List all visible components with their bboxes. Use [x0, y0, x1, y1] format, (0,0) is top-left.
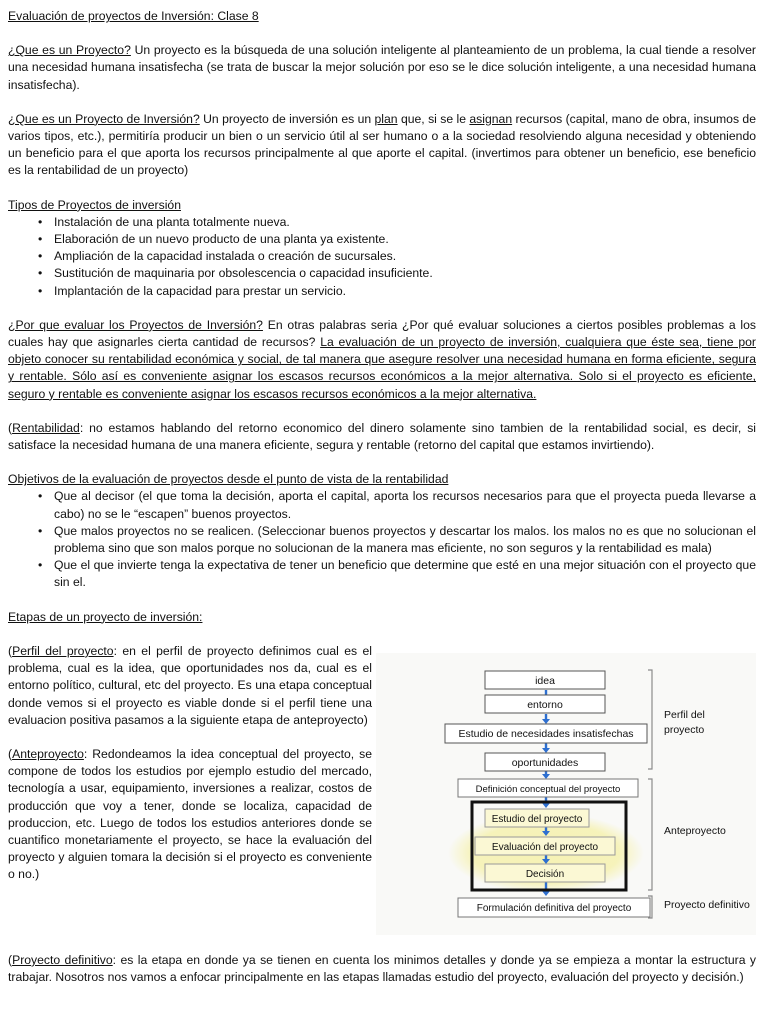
objetivos-list [8, 488, 756, 591]
svg-text:Estudio del proyecto: Estudio del proyecto [491, 813, 583, 825]
svg-text:Estudio de necesidades insatis: Estudio de necesidades insatisfechas [458, 727, 634, 740]
diagram-box-decision [485, 864, 605, 882]
svg-text:entorno: entorno [527, 698, 563, 711]
bracket-anteproyecto [648, 779, 652, 890]
arrow-icon [542, 714, 550, 724]
section-que-es-proyecto: ¿Que es un Proyecto? Un proyecto es la búsqueda de una solución inteligente al planteamiento de un problema, la cual tiende a resolver una necesidad humana insatisfecha (se trata de buscar la mejor solución por eso se le dice solución inteligente, a una necesidad humana insatisfecha). [8, 43, 756, 92]
svg-text:oportunidades: oportunidades [511, 756, 579, 769]
document [8, 8, 756, 986]
svg-text:Decisión: Decisión [525, 868, 565, 880]
perfil-paragraph: (Perfil del proyecto: en el perfil de proyecto definimos cual es el problema, cual es la idea, que oportunidades nos da, cual es el entorno político, cultural, etc del proyecto. Es una etapa conceptual donde vemos si el proyecto es viable donde si el perfil tiene una evaluacion positiva pasamos a la siguiente etapa de anteproyecto) [8, 643, 372, 727]
svg-text:Evaluación del proyecto: Evaluación del proyecto [491, 841, 599, 853]
diagram-box-evaluacion-proyecto [475, 837, 615, 855]
diagram-box-formulacion-definitiva [458, 898, 650, 917]
definitivo-paragraph: (Proyecto definitivo: es la etapa en donde ya se tienen en cuenta los minimos detalles y donde ya se empieza a montar la estructura y trabajar. Nosotros nos vamos a enfocar principalmente en las etapas llamadas estudio del proyecto, evaluación del proyecto y decisión.) [8, 952, 756, 985]
list-item: • Sustitución de maquinaria por obsolescencia o capacidad insuficiente. [38, 265, 756, 282]
section-proyecto-inversion: ¿Que es un Proyecto de Inversión? Un proyecto de inversión es un plan que, si se le asignan recursos (capital, mano de obra, insumos de varios tipos, etc.), permitiría producir un bien o un servicio útil al ser humano o a la sociedad resolviendo alguna necesidad y obteniendo un beneficio para el que aporta los recursos principalmente al que aporte el capital. (invertimos para obtener un beneficio, ese beneficio es la rentabilidad de un proyecto) [8, 111, 756, 178]
diagram-box-entorno [485, 695, 605, 713]
bracket-perfil [648, 670, 652, 769]
section-heading: ¿Por que evaluar los Proyectos de Inversión? [8, 317, 263, 332]
label-perfil: Perfil del [664, 708, 705, 721]
svg-text:Formulación definitiva del pro: Formulación definitiva del proyecto [476, 902, 632, 914]
diagram-box-definicion-conceptual [458, 779, 638, 797]
diagram-box-estudio-necesidades [445, 724, 647, 743]
label-perfil-2: proyecto [664, 723, 705, 736]
list-item: • Que malos proyectos no se realicen. (Seleccionar buenos proyectos y descartar los malos. los malos no es que no solucionan el problema sino que son malos porque no solucionan de la manera mas eficiente, no son seguros y la rentabilidad es mala) [38, 523, 756, 557]
list-item: • Ampliación de la capacidad instalada o creación de sucursales. [38, 248, 756, 265]
diagram-svg [376, 653, 756, 935]
diagram-box-idea [485, 671, 605, 689]
page-title: Evaluación de proyectos de Inversión: Clase 8 [8, 9, 259, 23]
anteproyecto-paragraph: (Anteproyecto: Redondeamos la idea conceptual del proyecto, se compone de todos los estudios por ejemplo estudio del mercado, tecnología a usar, equipamiento, inversiones a realizar, costos de producción que voy a tener, donde se localiza, capacidad de produccion, etc. Luego de todos los estudios anteriores donde se cuantifico monetariamente el proyecto, se hace la evaluación del proyecto y alguien tomara la decisión si el proyecto es conveniente o no.) [8, 746, 372, 882]
section-heading: ¿Que es un Proyecto? [8, 43, 131, 58]
tipos-heading: Tipos de Proyectos de inversión [8, 197, 181, 212]
project-stages-diagram [376, 653, 756, 935]
section-heading: ¿Que es un Proyecto de Inversión? [8, 111, 200, 126]
objetivos-heading: Objetivos de la evaluación de proyectos desde el punto de vista de la rentabilidad [8, 472, 449, 487]
diagram-box-estudio-proyecto [485, 809, 589, 827]
arrow-icon [542, 771, 550, 779]
diagram-box-oportunidades [485, 753, 605, 771]
list-item: • Elaboración de un nuevo producto de una planta ya existente. [38, 231, 756, 248]
list-item: • Que al decisor (el que toma la decisión, aporta el capital, aporta los recursos necesarios para que el proyecta pueda llevarse a cabo) no se le “escapen” buenos proyectos. [38, 488, 756, 522]
list-item: • Instalación de una planta totalmente nueva. [38, 214, 756, 231]
tipos-list [8, 214, 756, 300]
label-anteproyecto: Anteproyecto [664, 824, 726, 837]
label-proyecto-definitivo: Proyecto definitivo [664, 898, 750, 911]
list-item: • Que el que invierte tenga la expectativa de tener un beneficio que determine que esté en una mejor situación con el proyecto que sin el. [38, 557, 756, 591]
svg-text:Definición conceptual del proy: Definición conceptual del proyecto [475, 783, 621, 795]
etapas-section [8, 643, 756, 935]
section-por-que-evaluar: ¿Por que evaluar los Proyectos de Inversión? En otras palabras seria ¿Por qué evaluar soluciones a ciertos posibles problemas a los cuales hay que asignarles cierta cantidad de recursos? La evaluación de un proyecto de inversión, cualquiera que éste sea, tiene por objeto conocer su rentabilidad económica y social, de tal manera que asegure resolver una necesidad humana en forma eficiente, segura y rentable. Sólo así es conveniente asignar los escasos recursos económicos a la mejor alternativa. Solo si el proyecto es eficiente, seguro y rentable es conveniente asignar los escasos recursos económicos a la mejor alternativa. [8, 317, 756, 401]
arrow-icon [542, 743, 550, 753]
etapas-text-column [8, 643, 372, 935]
etapas-heading: Etapas de un proyecto de inversión: [8, 609, 203, 624]
svg-text:idea: idea [535, 674, 555, 687]
section-rentabilidad: (Rentabilidad: no estamos hablando del retorno economico del dinero solamente sino tambien de la rentabilidad social, es decir, si satisface la necesidad humana de una manera eficiente, segura y rentable (retorno del capital que estamos invirtiendo). [8, 420, 756, 453]
list-item: • Implantación de la capacidad para prestar un servicio. [38, 283, 756, 300]
